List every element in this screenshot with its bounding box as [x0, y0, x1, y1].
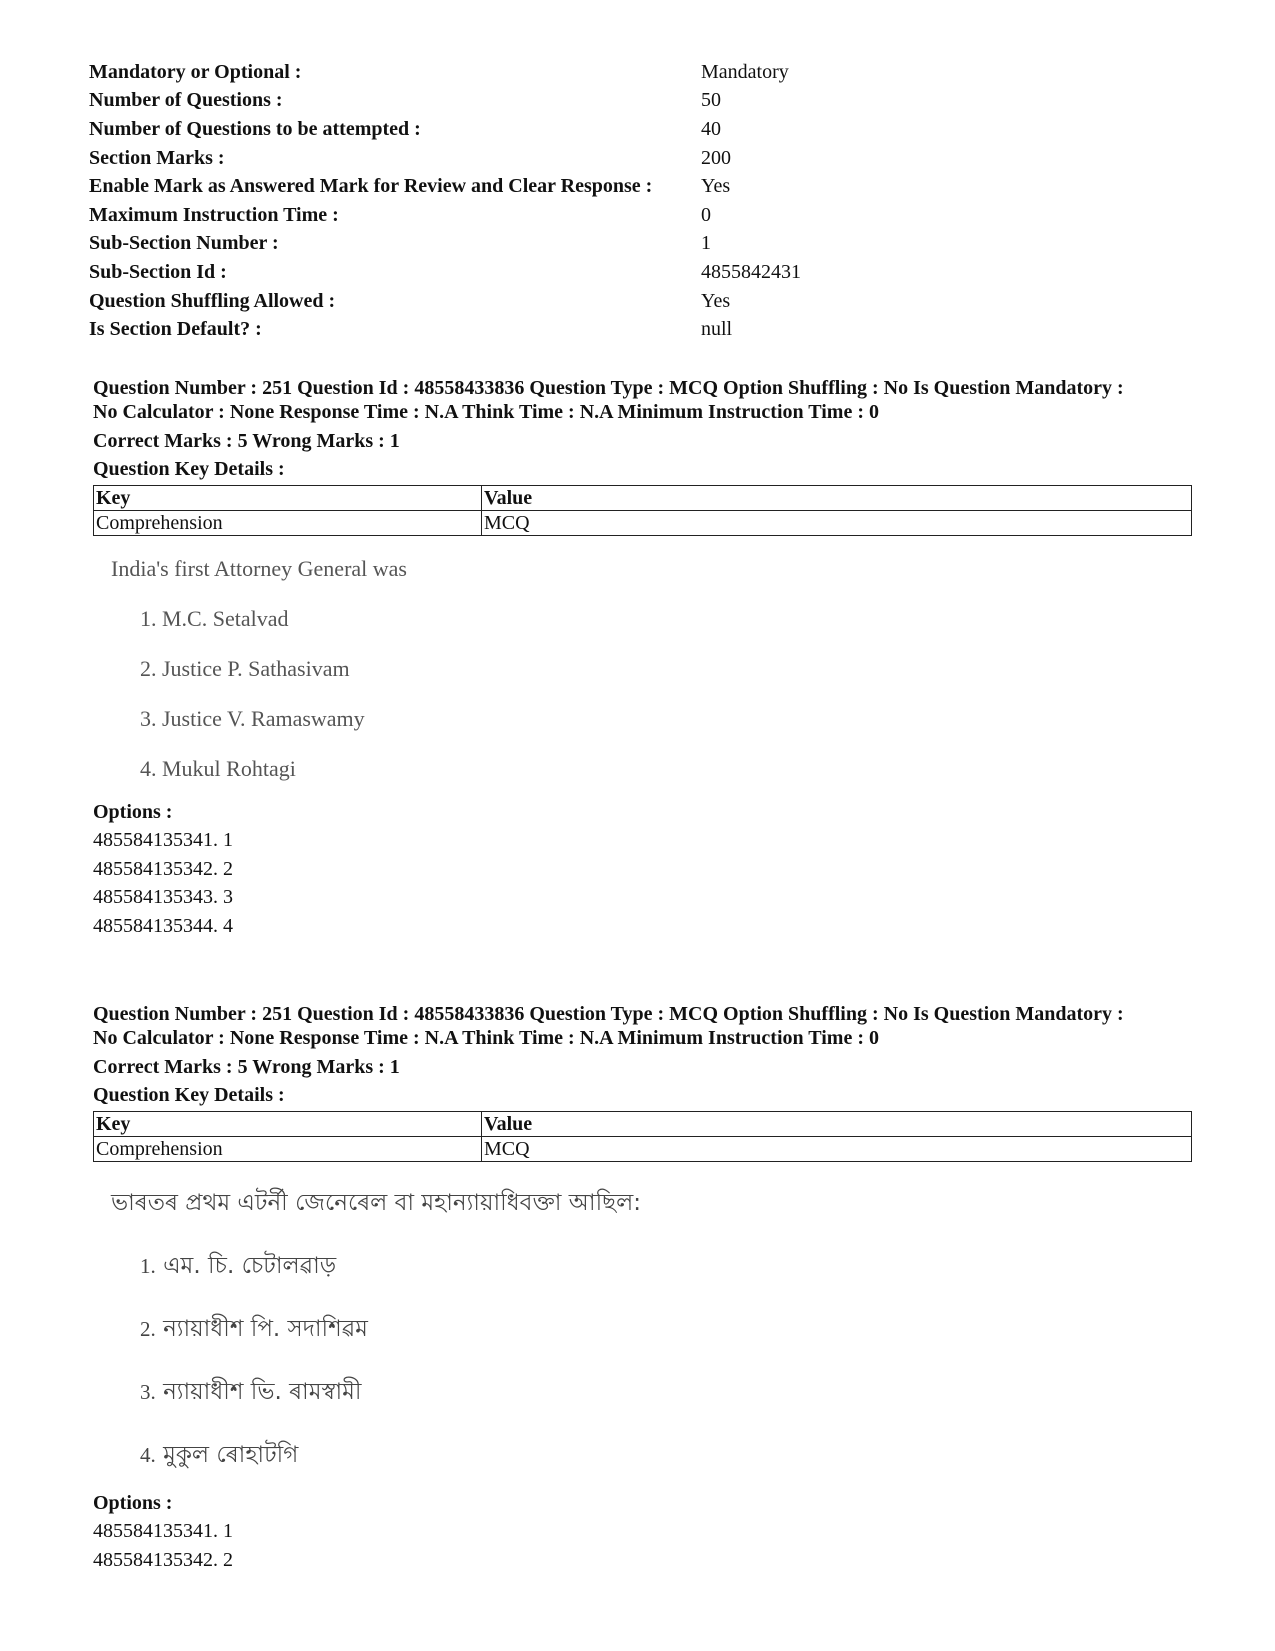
- key-table-header-key: Key: [94, 486, 482, 511]
- question-key-details-label: Question Key Details :: [93, 1084, 285, 1106]
- key-table-header-row: [94, 486, 1192, 511]
- info-value: null: [701, 318, 733, 341]
- section-info: [89, 58, 801, 344]
- question-header-line2: No Calculator : None Response Time : N.A Think Time : N.A Minimum Instruction Time : 0: [93, 1027, 879, 1049]
- info-row: [89, 87, 801, 116]
- info-value: Yes: [701, 289, 731, 312]
- choice-text: এম. চি. চেটালৱাড়: [163, 1253, 337, 1279]
- choice-4: [140, 1436, 1193, 1475]
- question-header-line2: No Calculator : None Response Time : N.A Think Time : N.A Minimum Instruction Time : 0: [93, 401, 879, 423]
- info-label: Section Marks :: [89, 146, 225, 169]
- info-row: [89, 58, 801, 87]
- question-text: ভাৰতৰ প্ৰথম এটৰ্নী জেনেৰেল বা মহান্যায়াধিবক্তা আছিল:: [111, 1190, 642, 1216]
- option-line: 485584135343. 3: [93, 886, 233, 908]
- info-label: Mandatory or Optional :: [89, 60, 302, 83]
- key-table-header-value: Value: [482, 486, 1192, 511]
- question-marks: Correct Marks : 5 Wrong Marks : 1: [93, 1056, 400, 1078]
- choice-text: মুকুল ৰোহাটগি: [163, 1442, 299, 1468]
- info-label: Number of Questions to be attempted :: [89, 117, 421, 140]
- choice-2: [140, 1310, 1193, 1349]
- choice-number: 1.: [140, 1254, 156, 1278]
- info-label: Sub-Section Number :: [89, 232, 279, 255]
- key-table-cell-value: MCQ: [482, 1137, 1192, 1162]
- choice-1: 1. M.C. Setalvad: [140, 606, 289, 631]
- info-row: [89, 230, 801, 259]
- question-block-english: [93, 376, 1193, 940]
- key-table-cell-value: MCQ: [482, 511, 1192, 536]
- info-value: 4855842431: [701, 260, 801, 283]
- info-label: Maximum Instruction Time :: [89, 203, 339, 226]
- key-table-header-key: Key: [94, 1112, 482, 1137]
- question-key-details-label: Question Key Details :: [93, 458, 285, 480]
- question-key-table: [93, 485, 1192, 536]
- choice-text: ন্যায়াধীশ ভি. ৰামস্বামী: [163, 1379, 362, 1405]
- info-row: [89, 287, 801, 316]
- info-value: Yes: [701, 175, 731, 198]
- choice-4: 4. Mukul Rohtagi: [140, 756, 296, 781]
- question-image: [93, 1184, 1193, 1475]
- info-label: Sub-Section Id :: [89, 260, 227, 283]
- info-value: 0: [701, 203, 711, 226]
- choice-number: 4.: [140, 1443, 156, 1467]
- question-header-line1: Question Number : 251 Question Id : 48558433836 Question Type : MCQ Option Shuffling : No Is Question Mandatory :: [93, 1003, 1124, 1025]
- choice-3: 3. Justice V. Ramaswamy: [140, 706, 365, 731]
- info-value: 1: [701, 232, 711, 255]
- question-key-table: [93, 1111, 1192, 1162]
- info-value: 40: [701, 117, 721, 140]
- choice-2: 2. Justice P. Sathasivam: [140, 656, 350, 681]
- key-table-row: [94, 1137, 1192, 1162]
- key-table-row: [94, 511, 1192, 536]
- key-table-header-value: Value: [482, 1112, 1192, 1137]
- choice-text: ন্যায়াধীশ পি. সদাশিৱম: [163, 1316, 368, 1342]
- info-label: Enable Mark as Answered Mark for Review and Clear Response :: [89, 175, 653, 198]
- option-line: 485584135341. 1: [93, 1520, 233, 1542]
- info-label: Question Shuffling Allowed :: [89, 289, 336, 312]
- options-label: Options :: [93, 1492, 173, 1514]
- question-text: India's first Attorney General was: [111, 556, 407, 581]
- info-row: [89, 172, 801, 201]
- option-line: 485584135342. 2: [93, 1548, 233, 1571]
- question-header-line1: Question Number : 251 Question Id : 48558433836 Question Type : MCQ Option Shuffling : No Is Question Mandatory :: [93, 377, 1124, 399]
- question-marks: Correct Marks : 5 Wrong Marks : 1: [93, 430, 400, 452]
- info-value: 200: [701, 146, 731, 169]
- choice-3: [140, 1373, 1193, 1412]
- info-label: Number of Questions :: [89, 89, 283, 112]
- info-row: [89, 115, 801, 144]
- info-value: Mandatory: [701, 60, 789, 83]
- option-line: 485584135344. 4: [93, 914, 233, 937]
- key-table-cell-key: Comprehension: [94, 1137, 482, 1162]
- info-label: Is Section Default? :: [89, 318, 262, 341]
- options-label: Options :: [93, 801, 173, 823]
- choice-number: 3.: [140, 1380, 156, 1404]
- info-row: [89, 258, 801, 287]
- choice-1: [140, 1247, 1193, 1286]
- question-block-assamese: [93, 1002, 1193, 1574]
- question-image: [93, 556, 1193, 782]
- info-row: [89, 144, 801, 173]
- key-table-cell-key: Comprehension: [94, 511, 482, 536]
- key-table-header-row: [94, 1112, 1192, 1137]
- option-line: 485584135341. 1: [93, 829, 233, 851]
- info-value: 50: [701, 89, 721, 112]
- info-row: [89, 201, 801, 230]
- choice-number: 2.: [140, 1317, 156, 1341]
- info-row: [89, 315, 801, 344]
- option-line: 485584135342. 2: [93, 857, 233, 880]
